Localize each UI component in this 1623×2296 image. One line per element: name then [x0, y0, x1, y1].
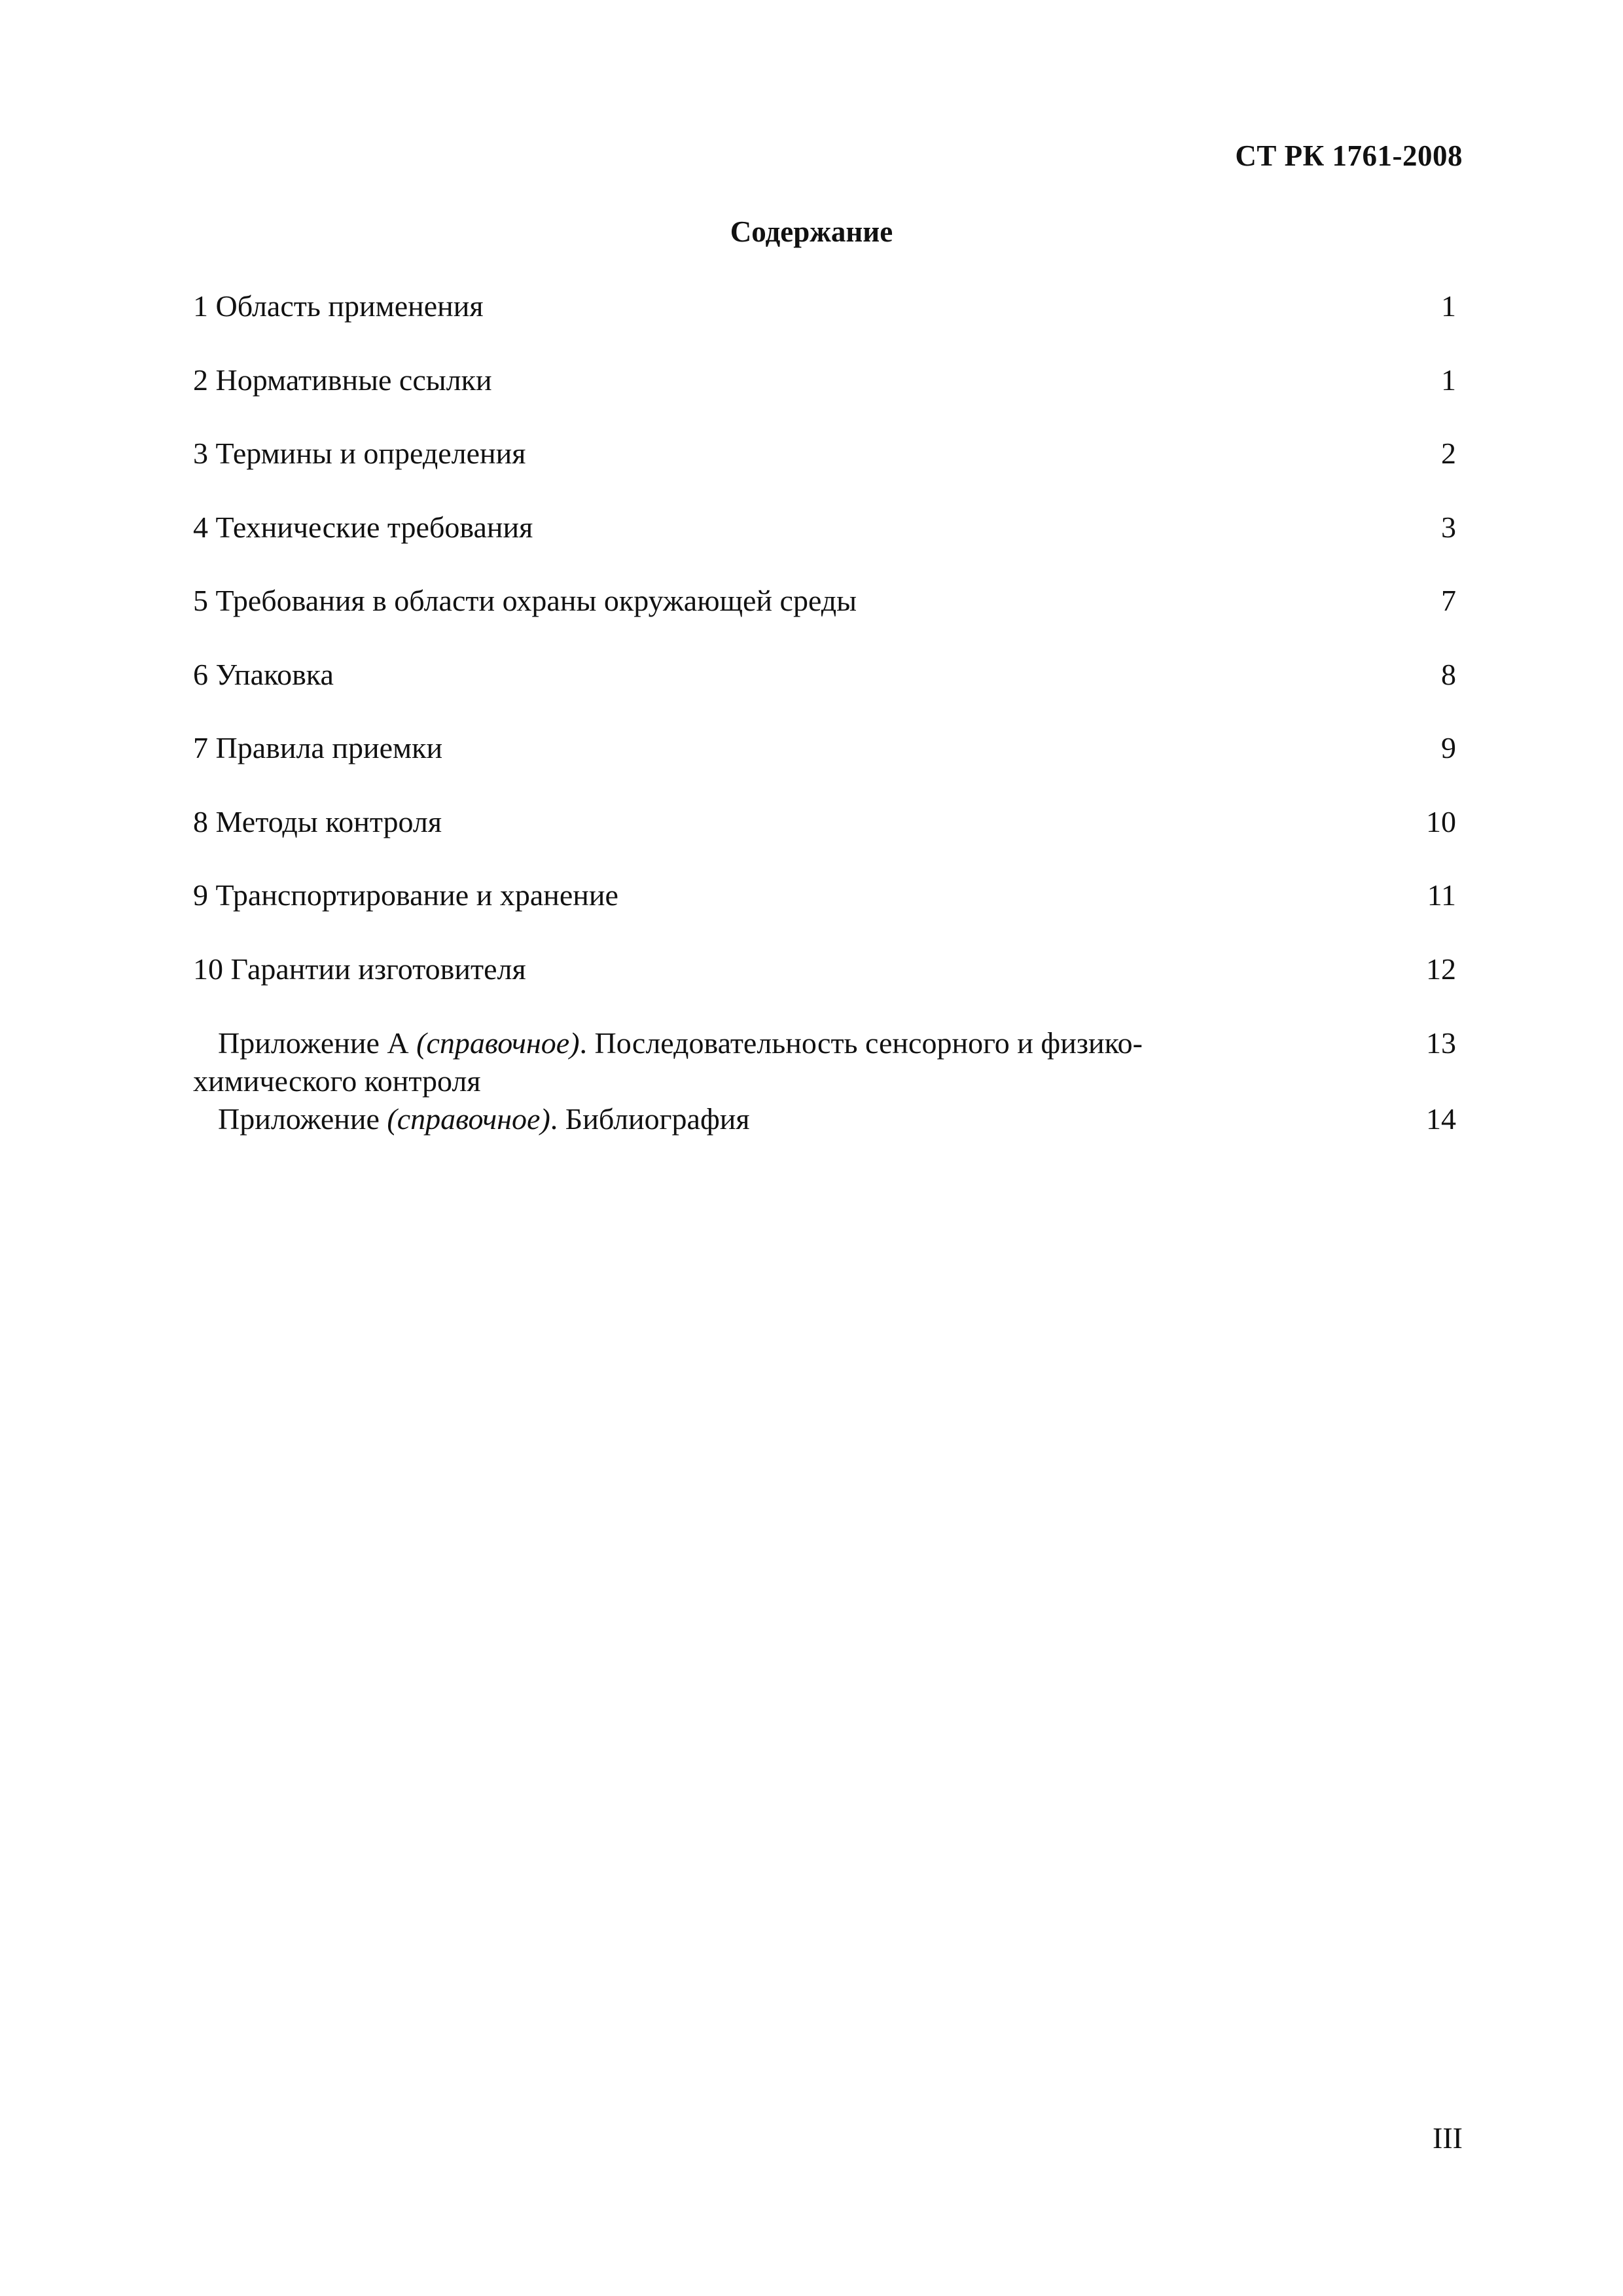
toc-entry[interactable]: [193, 435, 1456, 509]
toc-entry-page: 3: [1441, 510, 1456, 544]
toc-entry-page: 8: [1441, 657, 1456, 691]
toc-entry[interactable]: [193, 656, 1456, 730]
appendix-a-type: (справочное): [416, 1026, 580, 1060]
appendix-a-prefix: Приложение А: [218, 1026, 417, 1060]
toc-entry-label: 2 Нормативные ссылки: [193, 363, 492, 397]
toc-entry-label: 8 Методы контроля: [193, 804, 442, 838]
toc-entry-label: 7 Правила приемки: [193, 731, 443, 764]
appendix-a-title: . Последовательность сенсорного и физико-химического контроля: [193, 1026, 1143, 1098]
toc-entry-label: 4 Технические требования: [193, 510, 533, 544]
toc-entry[interactable]: [193, 877, 1456, 951]
toc-entry[interactable]: [193, 730, 1456, 804]
toc-entry[interactable]: [193, 951, 1456, 1025]
table-of-contents: [193, 288, 1456, 1139]
toc-appendix-a-label: [193, 1024, 1273, 1100]
toc-appendix-b-page: 14: [1426, 1102, 1456, 1136]
toc-entry[interactable]: [193, 362, 1456, 436]
appendix-b-type: (справочное): [387, 1102, 550, 1136]
toc-entry-label: 1 Область применения: [193, 289, 484, 323]
toc-entry-label: 10 Гарантии изготовителя: [193, 952, 526, 986]
toc-appendix-a-page: 13: [1426, 1026, 1456, 1060]
page-number: III: [1433, 2121, 1463, 2155]
toc-entry[interactable]: [193, 288, 1456, 362]
toc-entry[interactable]: [193, 509, 1456, 583]
toc-entry-page: 12: [1426, 952, 1456, 986]
toc-entry-page: 10: [1426, 804, 1456, 838]
appendix-b-title: . Библиография: [550, 1102, 750, 1136]
toc-entry-page: 11: [1427, 878, 1456, 912]
toc-appendix-b-label: [193, 1100, 1273, 1138]
toc-entry-label: 3 Термины и определения: [193, 437, 526, 470]
toc-title: Содержание: [730, 215, 893, 248]
toc-entry[interactable]: [193, 583, 1456, 656]
toc-appendix-a[interactable]: [193, 1024, 1456, 1100]
toc-entry-page: 1: [1441, 289, 1456, 323]
toc-entry-label: 5 Требования в области охраны окружающей среды: [193, 584, 857, 617]
toc-entry-label: 9 Транспортирование и хранение: [193, 878, 618, 912]
toc-entry-label: 6 Упаковка: [193, 657, 334, 691]
toc-entry-page: 9: [1441, 731, 1456, 764]
toc-entry-page: 2: [1441, 437, 1456, 470]
appendix-b-prefix: Приложение: [218, 1102, 387, 1136]
toc-entry[interactable]: [193, 804, 1456, 878]
toc-entry-page: 7: [1441, 584, 1456, 617]
document-code: СТ РК 1761-2008: [1235, 139, 1463, 172]
toc-entry-page: 1: [1441, 363, 1456, 397]
toc-appendix-b[interactable]: [193, 1100, 1456, 1139]
